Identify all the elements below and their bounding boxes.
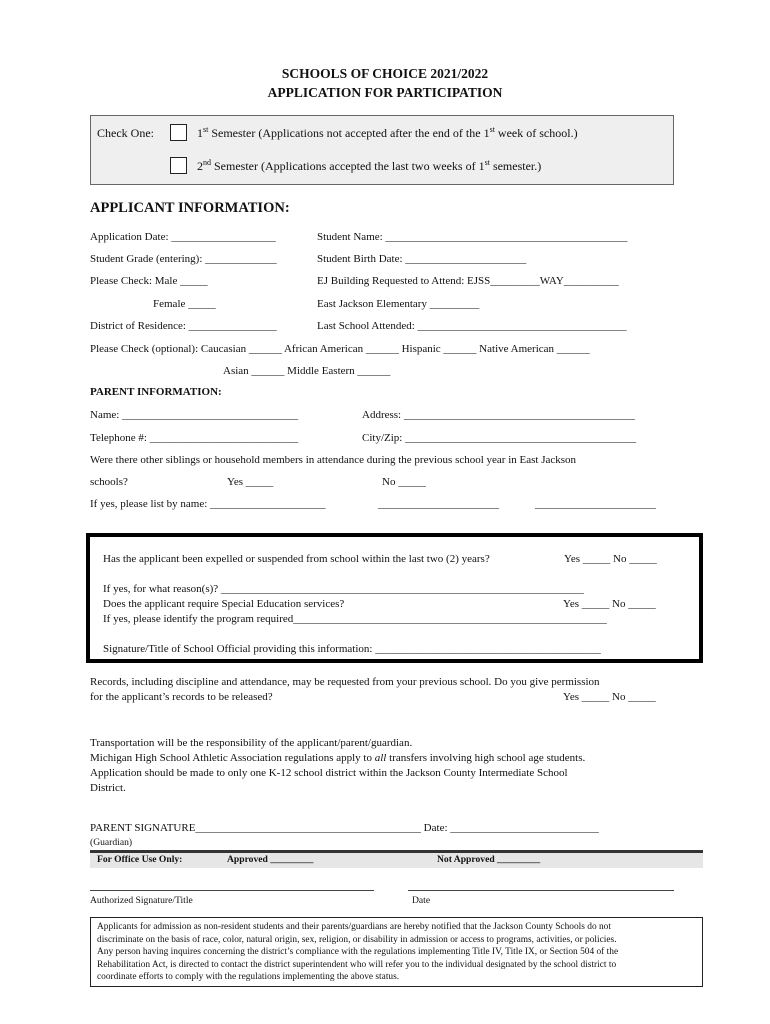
siblings-names-field-2[interactable]: ______________________ (378, 498, 499, 510)
notice-line: Any person having inquires concerning the district’s compliance with the regulations implementing Title IV, Title IX, or Section 504 of the (97, 947, 619, 958)
special-ed-question: Does the applicant require Special Education services? (103, 598, 345, 610)
transport-text-line4: District. (90, 782, 126, 794)
authorized-signature-label: Authorized Signature/Title (90, 895, 193, 906)
parent-signature-field[interactable]: PARENT SIGNATURE_________________________________________ Date: ___________________________ (90, 822, 599, 834)
student-name-field[interactable]: Student Name: ____________________________________________ (317, 231, 628, 243)
records-yes-no[interactable]: Yes _____ No _____ (563, 691, 656, 703)
notice-line: coordinate efforts to comply with the regulations implementing the above status. (97, 972, 400, 983)
second-semester-checkbox[interactable] (170, 157, 187, 174)
transport-text-line2: Michigan High School Athletic Association regulations apply to all transfers involving high school age students. (90, 752, 586, 764)
transport-text-line1: Transportation will be the responsibility of the applicant/parent/guardian. (90, 737, 413, 749)
office-use-label: For Office Use Only: (97, 854, 183, 865)
applicant-heading: APPLICANT INFORMATION: (90, 200, 290, 216)
siblings-question: Were there other siblings or household members in attendance during the previous school year in East Jackson (90, 454, 577, 466)
date-line[interactable] (408, 890, 674, 891)
notice-line: discriminate on the basis of race, color, natural origin, sex, religion, or disability in admission or access to programs, activities, or policies. (97, 934, 617, 945)
notice-line: Applicants for admission as non-resident students and their parents/guardians are hereby notified that the Jackson County Schools do not (97, 922, 611, 932)
gender-male-field[interactable]: Please Check: Male _____ (90, 275, 208, 287)
expelled-reason-field[interactable]: If yes, for what reason(s)? __________________________________________________________________ (103, 583, 584, 595)
second-semester-label: 2nd Semester (Applications accepted the last two weeks of 1st semester.) (197, 158, 542, 173)
official-signature-field[interactable]: Signature/Title of School Official providing this information: _________________________________________ (103, 643, 601, 655)
east-jackson-elementary-field[interactable]: East Jackson Elementary _________ (317, 298, 480, 310)
first-semester-checkbox[interactable] (170, 124, 187, 141)
ethnicity-field-2[interactable]: Asian ______ Middle Eastern ______ (223, 365, 391, 377)
program-field[interactable]: If yes, please identify the program required_________________________________________________________ (103, 613, 607, 625)
schools-label: schools? (90, 476, 128, 488)
special-ed-yes-no[interactable]: Yes _____ No _____ (563, 598, 656, 610)
page-title: SCHOOLS OF CHOICE 2021/2022 (281, 66, 489, 81)
ej-building-field[interactable]: EJ Building Requested to Attend: EJSS_________WAY__________ (317, 275, 619, 287)
records-text-line1: Records, including discipline and attendance, may be requested from your previous school. Do you give permission (90, 676, 600, 688)
siblings-yes-field[interactable]: Yes _____ (227, 476, 274, 488)
siblings-no-field[interactable]: No _____ (382, 476, 426, 488)
date-label: Date (412, 895, 431, 906)
check-one-label: Check One: (97, 126, 154, 140)
student-birth-date-field[interactable]: Student Birth Date: ______________________ (317, 253, 527, 265)
authorized-signature-line[interactable] (90, 890, 374, 891)
notice-line: Rehabilitation Act, is directed to contact the district superintendent who will refer you to the individual designated by the school district to (97, 959, 617, 970)
telephone-field[interactable]: Telephone #: ___________________________ (90, 432, 299, 444)
approved-field[interactable]: Approved _________ (227, 854, 314, 865)
siblings-names-field-3[interactable]: ______________________ (535, 498, 656, 510)
gender-female-field[interactable]: Female _____ (153, 298, 216, 310)
expelled-question: Has the applicant been expelled or suspended from school within the last two (2) years? (103, 553, 490, 565)
city-zip-field[interactable]: City/Zip: __________________________________________ (362, 432, 637, 444)
district-of-residence-field[interactable]: District of Residence: ________________ (90, 320, 277, 332)
non-discrimination-notice (90, 917, 703, 987)
not-approved-field[interactable]: Not Approved _________ (437, 854, 541, 865)
last-school-field[interactable]: Last School Attended: ______________________________________ (317, 320, 627, 332)
first-semester-label: 1st Semester (Applications not accepted after the end of the 1st week of school.) (197, 125, 578, 140)
page-subtitle: APPLICATION FOR PARTICIPATION (267, 85, 503, 100)
ethnicity-field[interactable]: Please Check (optional): Caucasian ______ African American ______ Hispanic ______ Native American ______ (90, 343, 590, 355)
application-date-field[interactable]: Application Date: ___________________ (90, 231, 276, 243)
expelled-yes-no[interactable]: Yes _____ No _____ (564, 553, 657, 565)
siblings-names-field[interactable]: If yes, please list by name: _____________________ (90, 498, 326, 510)
student-grade-field[interactable]: Student Grade (entering): _____________ (90, 253, 277, 265)
parent-name-field[interactable]: Name: ________________________________ (90, 409, 299, 421)
parent-heading: PARENT INFORMATION: (90, 386, 222, 398)
address-field[interactable]: Address: __________________________________________ (362, 409, 635, 421)
guardian-label: (Guardian) (90, 837, 133, 848)
transport-text-line3: Application should be made to only one K-12 school district within the Jackson County Intermediate School (90, 767, 568, 779)
records-text-line2: for the applicant’s records to be released? (90, 691, 273, 703)
